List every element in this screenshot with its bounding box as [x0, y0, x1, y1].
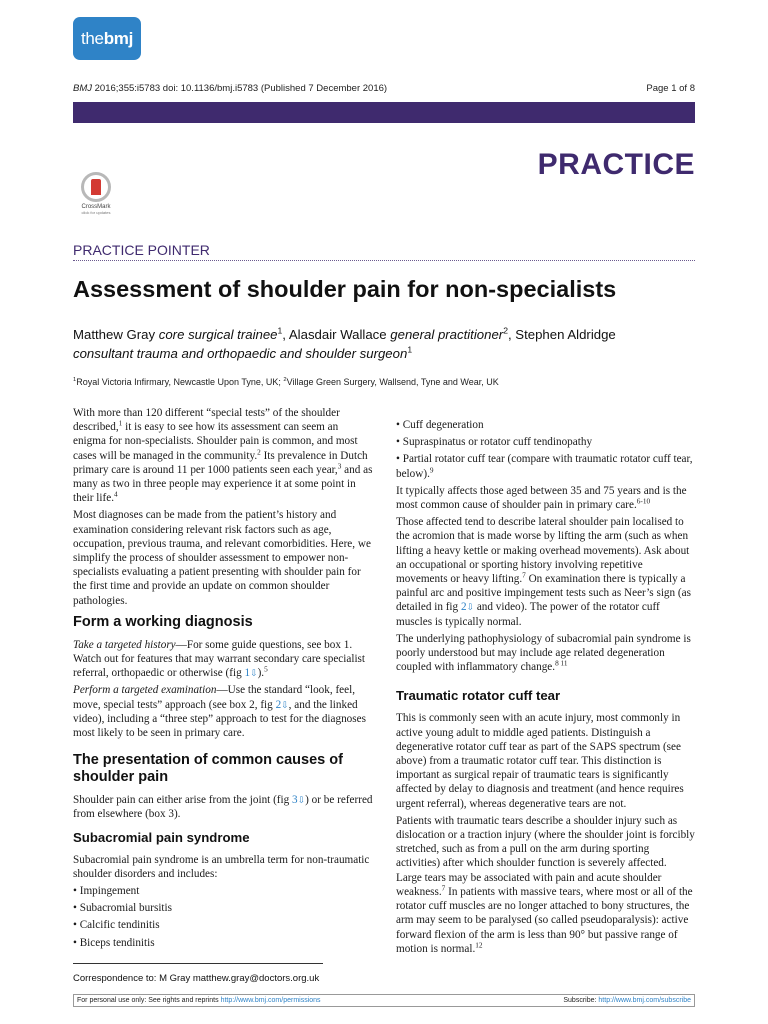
- reference-marker[interactable]: 5: [264, 665, 268, 674]
- page-footer: [73, 994, 695, 1007]
- text-run: The underlying pathophysiology of subacromial pain syndrome is poorly understood but may include age related degeneration coupled with inflammatory change.: [396, 632, 691, 674]
- figure-arrow-icon: ⇩: [297, 795, 306, 806]
- logo-suffix: bmj: [103, 29, 134, 48]
- crossmark-sublabel: click for updates: [81, 210, 111, 215]
- author-name: Stephen Aldridge: [515, 327, 616, 342]
- heading-subacromial: Subacromial pain syndrome: [73, 829, 250, 845]
- run-in-heading: Take a targeted history: [73, 638, 176, 651]
- affiliation-1: Royal Victoria Infirmary, Newcastle Upon Tyne, UK;: [76, 377, 284, 387]
- permissions-link[interactable]: http://www.bmj.com/permissions: [220, 997, 321, 1004]
- article-type-divider: [73, 260, 695, 261]
- intro-paragraph-2: Most diagnoses can be made from the patient’s history and examination considering relevant risk factors such as age, occupation, previous trauma, and relevant comorbidities. Here, we simplify the process of shoulder assessment to empower non-specialists evaluating a patient presenting with shoulder pain for the first time and provide an update on common shoulder pathologies.: [73, 509, 371, 607]
- text-run: In patients with massive tears, where most or all of the rotator cuff muscles are no longer attached to bony structures, the arm may seem to be paralysed (so called pseudoparalysis): active forward flexion of the arm is less than 90° but passive range of motion is normal.: [396, 885, 693, 955]
- reference-marker[interactable]: 4: [114, 490, 118, 499]
- figure-link[interactable]: [244, 667, 257, 679]
- history-paragraph: [73, 638, 373, 681]
- list-item: • Calcific tendinitis: [73, 918, 373, 932]
- author-name: Alasdair Wallace: [288, 327, 391, 342]
- affiliations: [73, 377, 695, 387]
- figure-link[interactable]: [276, 699, 289, 711]
- figure-number: 2: [460, 601, 467, 614]
- text-run: ) or be referred from elsewhere (box 3).: [73, 794, 373, 821]
- affiliation-number: 2: [283, 377, 287, 383]
- reference-marker[interactable]: 3: [337, 462, 342, 471]
- text-run: it is easy to see how its assessment can seem an enigma for non-specialists. Shoulder pain is common, and most cases will be managed in the community.: [73, 421, 358, 462]
- text-run: —Use the standard “look, feel, move, special tests” approach (see box 2, fig: [73, 684, 356, 711]
- subacromial-list-continued: [396, 418, 695, 481]
- footer-subscribe-text: Subscribe:: [563, 997, 599, 1004]
- footer-rights: [77, 995, 321, 1006]
- text-run: and as many as two in three people may experience it at some point in their life.: [73, 463, 373, 505]
- figure-number: 2: [275, 698, 282, 711]
- text-run: It typically affects those aged between 35 and 75 years and is the most common cause of shoulder pain in primary care.: [396, 484, 687, 512]
- subscribe-link[interactable]: http://www.bmj.com/subscribe: [598, 997, 691, 1004]
- author-name: Matthew Gray: [73, 327, 159, 342]
- article-title: Assessment of shoulder pain for non-specialists: [73, 276, 617, 302]
- text-run: Patients with traumatic tears describe a shoulder injury such as dislocation or a traction injury (where the shoulder joint is forcibly stretched, such as from a pull on the arm during sporting activities) after which shoulder function is severely affected. Large tears may be associated with pain and acute shoulder weakness.: [396, 814, 695, 898]
- run-in-heading: Perform a targeted examination: [73, 684, 217, 697]
- text-run: —For some guide questions, see box 1. Watch out for features that may warrant secondary care specialist referral, orthopaedic or otherwise (fig: [73, 638, 366, 680]
- heading-presentation: The presentation of common causes of shoulder pain: [73, 752, 343, 786]
- article-type: PRACTICE POINTER: [73, 242, 210, 258]
- traumatic-paragraph-1: This is commonly seen with an acute injury, most commonly in active young adult to middle aged patients. Distinguish a degenerative rotator cuff tear as part of the SAPS spectrum (see above) from a traumatic rotator cuff tear. This distinction is important as surgical repair of traumatic tears is significantly affected by delay to diagnosis and treatment (and hence requires urgent referral), whereas degenerative tears are not.: [396, 712, 684, 810]
- reference-marker[interactable]: 6-10: [636, 497, 651, 506]
- list-item: • Biceps tendinitis: [73, 936, 373, 950]
- footer-rights-text: For personal use only: See rights and reprints: [77, 997, 221, 1004]
- figure-arrow-icon: ⇩: [466, 602, 475, 613]
- saps-paragraph-2: [396, 515, 695, 629]
- figure-arrow-icon: ⇩: [281, 699, 289, 710]
- list-item: • Impingement: [73, 884, 373, 898]
- author-affiliation-ref: 1: [277, 325, 283, 336]
- citation-text: 2016;355:i5783 doi: 10.1136/bmj.i5783 (Published 7 December 2016): [92, 83, 388, 94]
- reference-marker[interactable]: 2: [257, 447, 261, 456]
- exam-paragraph: [73, 683, 373, 740]
- list-item: [396, 452, 695, 480]
- text-run: , and the linked video), including a “three step” approach to test for the diagnoses most likely to be seen in primary care.: [73, 698, 366, 740]
- section-title: PRACTICE: [537, 148, 695, 181]
- page-number: Page 1 of 8: [646, 83, 695, 94]
- reference-marker[interactable]: 12: [475, 940, 483, 949]
- correspondence-divider: [73, 963, 323, 964]
- figure-arrow-icon: ⇩: [250, 668, 258, 679]
- text-run: Its prevalence in Dutch primary care is around 11 per 1000 patients seen each year,: [73, 449, 368, 476]
- affiliation-2: Village Green Surgery, Wallsend, Tyne and Wear, UK: [286, 377, 499, 387]
- affiliation-number: 1: [73, 377, 77, 383]
- text-run: and video). The power of the rotator cuff muscles is typically normal.: [396, 601, 660, 628]
- subacromial-paragraph: Subacromial pain syndrome is an umbrella term for non-traumatic shoulder disorders and includes:: [73, 853, 370, 880]
- crossmark-label: CrossMark: [81, 204, 111, 210]
- text-run: With more than 120 different “special tests” of the shoulder described,: [73, 407, 340, 434]
- figure-link[interactable]: [292, 794, 305, 806]
- journal-name: BMJ: [73, 83, 92, 94]
- author-separator: ,: [282, 327, 289, 342]
- traumatic-paragraph-2: [396, 814, 695, 956]
- author-list: [73, 325, 695, 363]
- author-separator: ,: [507, 327, 516, 342]
- reference-marker[interactable]: 7: [522, 571, 526, 580]
- reference-marker[interactable]: 1: [118, 419, 123, 428]
- header-bar: [73, 102, 695, 123]
- figure-link[interactable]: [461, 601, 474, 613]
- heading-working-diagnosis: Form a working diagnosis: [73, 613, 253, 630]
- text-run: Those affected tend to describe lateral shoulder pain localised to the acromion that is made worse by lifting the arm (such as when lifting a heavy kettle or making overhead movements). Ask about an occupational or sporting history involving repetitive movements or heavy lifting.: [396, 516, 690, 586]
- list-item: • Cuff degeneration: [396, 418, 695, 432]
- body-column-right: [396, 418, 695, 959]
- crossmark-badge[interactable]: [78, 172, 114, 218]
- body-column-left: [73, 406, 373, 953]
- crossmark-icon: [81, 172, 111, 202]
- logo-prefix: the: [80, 29, 104, 48]
- footer-subscribe: [563, 995, 691, 1006]
- author-affiliation-ref: 2: [503, 325, 508, 336]
- saps-paragraph-3: [396, 632, 695, 675]
- citation-line: [73, 83, 387, 94]
- text-run: Partial rotator cuff tear (compare with traumatic rotator cuff tear, below).: [396, 453, 693, 480]
- intro-paragraph-1: [73, 406, 373, 505]
- saps-paragraph-1: [396, 484, 695, 512]
- figure-number: 3: [292, 794, 298, 807]
- bmj-logo[interactable]: [73, 17, 141, 60]
- author-role: general practitioner: [390, 327, 504, 342]
- figure-number: 1: [244, 667, 251, 680]
- text-run: Shoulder pain can either arise from the joint (fig: [73, 794, 293, 807]
- presentation-paragraph: [73, 793, 373, 821]
- subacromial-list: [73, 884, 373, 950]
- heading-traumatic-tear: Traumatic rotator cuff tear: [396, 688, 561, 704]
- reference-marker[interactable]: 9: [429, 465, 434, 474]
- list-item: • Supraspinatus or rotator cuff tendinopathy: [396, 435, 695, 449]
- text-run: ).: [257, 667, 265, 680]
- list-item: • Subacromial bursitis: [73, 901, 373, 915]
- text-run: On examination there is typically a painful arc and positive impingement tests such as Neer’s sign (as detailed in fig: [396, 573, 691, 614]
- author-role: core surgical trainee: [158, 327, 278, 342]
- reference-marker[interactable]: 8 11: [555, 659, 568, 668]
- reference-marker[interactable]: 7: [441, 884, 446, 893]
- correspondence: Correspondence to: M Gray matthew.gray@doctors.org.uk: [73, 973, 320, 984]
- author-role: consultant trauma and orthopaedic and shoulder surgeon: [73, 346, 408, 361]
- author-affiliation-ref: 1: [407, 344, 413, 355]
